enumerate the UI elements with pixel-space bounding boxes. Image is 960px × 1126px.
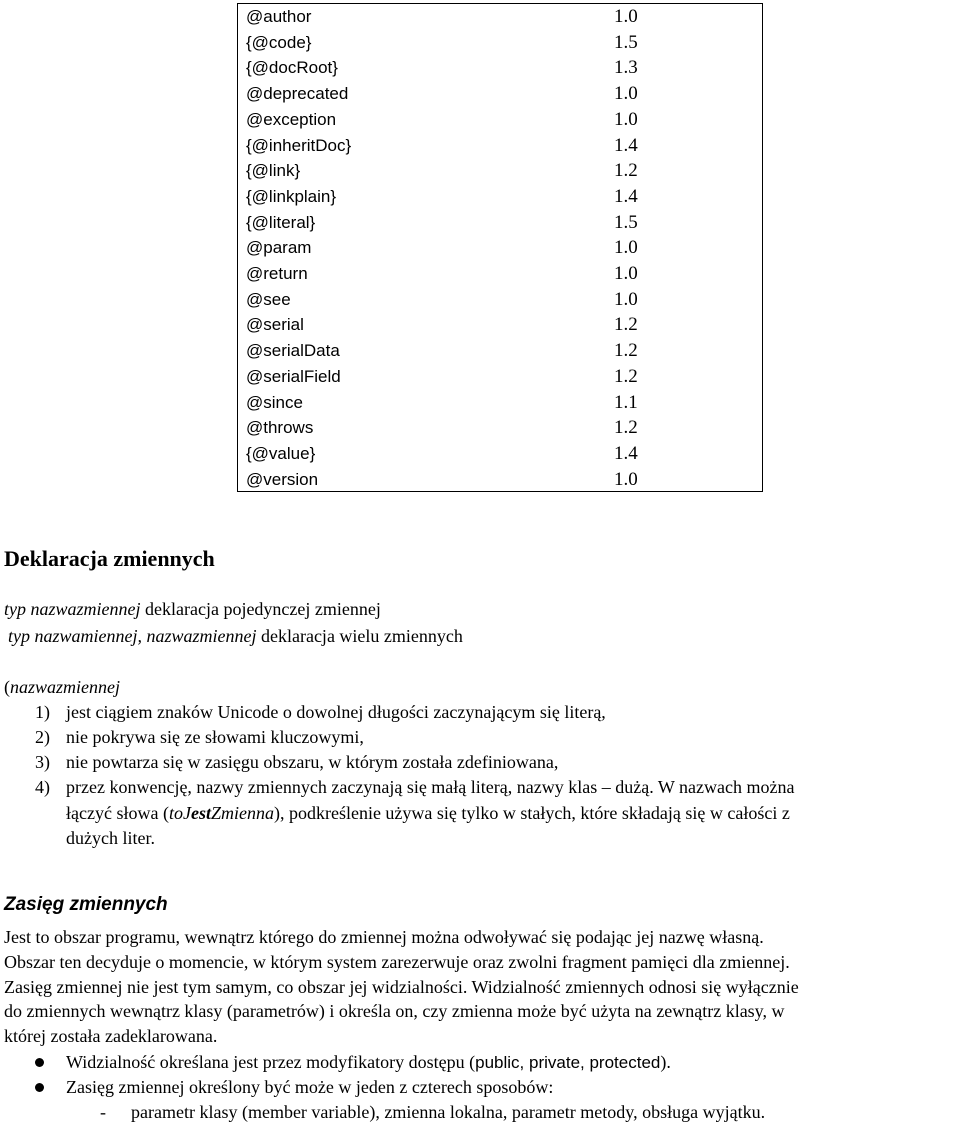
scope-paragraph-line: Obszar ten decyduje o momencie, w którym system zarezerwuje oraz zwolni fragment pamięci dla zmiennej.: [4, 951, 790, 972]
bullet-icon: [35, 1083, 44, 1092]
table-row: [238, 441, 762, 467]
declaration-multiple: [8, 624, 463, 648]
tag-version-cell: 1.5: [614, 31, 638, 53]
naming-rule-text: jest ciągiem znaków Unicode o dowolnej długości zaczynającym się literą,: [66, 702, 606, 722]
tag-name-cell: @version: [246, 469, 319, 489]
table-row: [238, 107, 762, 133]
tag-version-cell: 1.2: [614, 160, 638, 182]
tag-name-cell: @see: [246, 289, 291, 309]
tag-name-cell: @param: [246, 238, 312, 258]
tag-version-cell: 1.0: [614, 288, 638, 310]
tag-name-cell: {@code}: [246, 32, 312, 52]
tag-version-cell: 1.5: [614, 211, 638, 233]
tag-name-cell: {@link}: [246, 161, 301, 181]
tag-name-cell: @serialField: [246, 366, 341, 386]
declaration-multiple-syntax: typ nazwamiennej, nazwazmiennej: [8, 626, 257, 646]
table-row: [238, 312, 762, 338]
table-row: [238, 390, 762, 416]
tag-version-cell: 1.2: [614, 417, 638, 439]
table-row: [238, 415, 762, 441]
tag-name-cell: @since: [246, 392, 303, 412]
table-row: [238, 30, 762, 56]
tag-name-cell: @throws: [246, 418, 314, 438]
tag-version-cell: 1.0: [614, 6, 638, 27]
tag-name-cell: {@docRoot}: [246, 58, 338, 78]
table-row: [238, 338, 762, 364]
sub-item-dash: -: [100, 1102, 106, 1122]
naming-rule-4-line-3: dużych liter.: [66, 828, 155, 848]
tag-name-cell: @deprecated: [246, 84, 349, 104]
table-row: [238, 210, 762, 236]
scope-heading: Zasięg zmiennych: [4, 894, 168, 915]
table-row: [238, 133, 762, 159]
scope-paragraph-line: Zasięg zmiennej nie jest tym samym, co obszar jej widzialności. Widzialność zmiennych odnosi się wyłącznie: [4, 976, 799, 997]
javadoc-tags-table: [237, 3, 763, 492]
table-row: [238, 467, 762, 493]
access-modifiers: public, private, protected: [475, 1053, 661, 1072]
tag-name-cell: {@value}: [246, 443, 316, 463]
declarations-heading: Deklaracja zmiennych: [4, 546, 215, 571]
tag-name-cell: {@inheritDoc}: [246, 135, 352, 155]
table-row: [238, 81, 762, 107]
tag-name-cell: @author: [246, 7, 312, 26]
naming-rule-text: przez konwencję, nazwy zmiennych zaczynają się małą literą, nazwy klas – dużą. W nazwach można: [66, 777, 795, 797]
naming-rule-number: 2): [35, 727, 50, 747]
tag-name-cell: @return: [246, 264, 308, 283]
tag-version-cell: 1.0: [614, 83, 638, 105]
naming-rule-number: 3): [35, 752, 50, 772]
table-row: [238, 287, 762, 313]
tag-name-cell: {@literal}: [246, 212, 316, 232]
naming-rule-text: nie pokrywa się ze słowami kluczowymi,: [66, 727, 364, 747]
tag-name-cell: @serialData: [246, 341, 340, 361]
scope-paragraph-line: Jest to obszar programu, wewnątrz którego do zmiennej można odwoływać się podając jej nazwę własną.: [4, 927, 764, 947]
declaration-single: [4, 597, 381, 621]
tag-version-cell: 1.4: [614, 134, 638, 156]
tag-version-cell: 1.0: [614, 108, 638, 130]
tag-version-cell: 1.3: [614, 57, 638, 79]
scope-paragraph-line: do zmiennych wewnątrz klasy (parametrów) i określa on, czy zmienna może być użyta na zewnątrz klasy, w: [4, 1001, 785, 1022]
bullet-icon: [35, 1058, 44, 1067]
table-row: [238, 4, 762, 30]
table-row: [238, 184, 762, 210]
table-row: [238, 261, 762, 287]
scope-paragraph-line: której została zadeklarowana.: [4, 1026, 218, 1047]
declaration-multiple-desc: deklaracja wielu zmiennych: [256, 626, 463, 646]
table-row: [238, 55, 762, 81]
naming-rules-intro: (nazwazmiennej: [4, 677, 120, 697]
tag-version-cell: 1.0: [614, 237, 638, 259]
tag-name-cell: {@linkplain}: [246, 186, 337, 206]
tag-version-cell: 1.2: [614, 340, 638, 362]
table-row: [238, 364, 762, 390]
table-row: [238, 158, 762, 184]
tag-name-cell: @exception: [246, 109, 337, 129]
tag-version-cell: 1.4: [614, 442, 638, 464]
tag-version-cell: 1.2: [614, 365, 638, 387]
tag-name-cell: @serial: [246, 315, 304, 335]
tag-version-cell: 1.1: [614, 391, 638, 413]
naming-rule-4-line-2: łączyć słowa (toJestZmienna), podkreślenie używa się tylko w stałych, które składają się w całości z: [66, 803, 790, 823]
tag-version-cell: 1.0: [614, 263, 638, 284]
declaration-single-desc: deklaracja pojedynczej zmiennej: [140, 599, 381, 619]
naming-rule-number: 4): [35, 777, 50, 797]
naming-rule-number: 1): [35, 702, 50, 722]
sub-item-scope-types: parametr klasy (member variable), zmienna lokalna, parametr metody, obsługa wyjątku.: [131, 1102, 766, 1122]
bullet-scope-ways: Zasięg zmiennej określony być może w jeden z czterech sposobów:: [66, 1077, 554, 1097]
declaration-single-syntax: typ nazwazmiennej: [4, 599, 141, 619]
bullet-visibility: Widzialność określana jest przez modyfikatory dostępu (public, private, protected).: [66, 1052, 671, 1072]
naming-rule-text: nie powtarza się w zasięgu obszaru, w którym została zdefiniowana,: [66, 752, 559, 772]
table-row: [238, 235, 762, 261]
tag-version-cell: 1.2: [614, 314, 638, 336]
tag-version-cell: 1.0: [614, 468, 638, 490]
tag-version-cell: 1.4: [614, 185, 638, 207]
